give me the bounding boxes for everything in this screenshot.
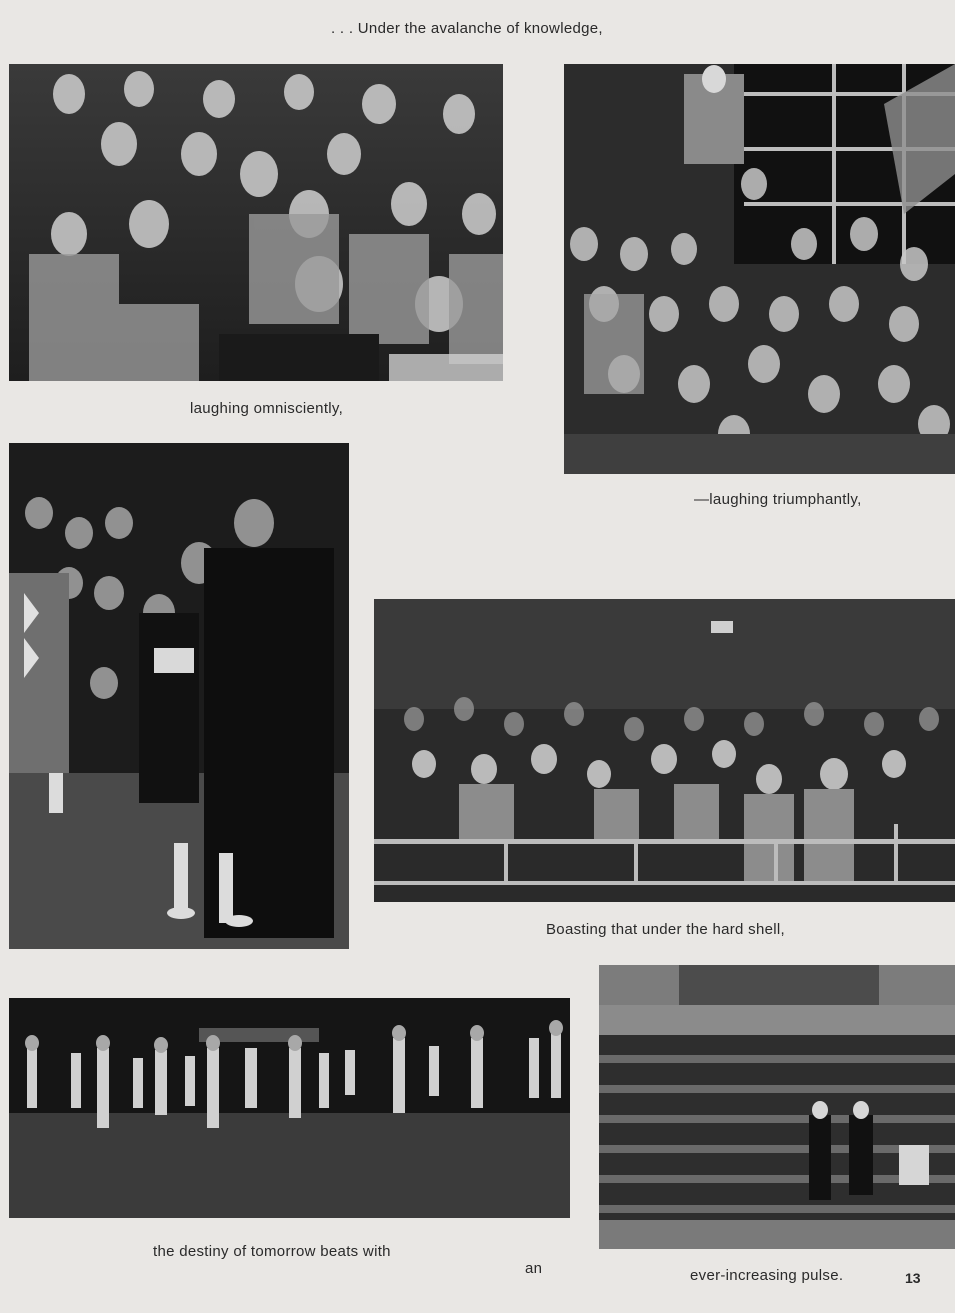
caption-an: an: [525, 1260, 543, 1277]
photo-cheering-crowd: [9, 64, 503, 381]
page-number: 13: [905, 1270, 921, 1286]
caption-top: . . . Under the avalanche of knowledge,: [331, 20, 603, 37]
photo-auditorium-gathering: [599, 965, 955, 1249]
caption-laughing-omnisciently: laughing omnisciently,: [190, 400, 344, 417]
caption-laughing-triumphantly: —laughing triumphantly,: [694, 491, 862, 508]
caption-boasting: Boasting that under the hard shell,: [546, 921, 785, 938]
caption-destiny: the destiny of tomorrow beats with: [153, 1243, 391, 1260]
photo-sideline-cheerleaders: [9, 443, 349, 949]
photo-bleachers-crowd: [564, 64, 955, 474]
photo-gym-pep-rally: [374, 599, 955, 902]
photo-marching-band: [9, 998, 570, 1218]
caption-ever-increasing-pulse: ever-increasing pulse.: [690, 1267, 844, 1284]
